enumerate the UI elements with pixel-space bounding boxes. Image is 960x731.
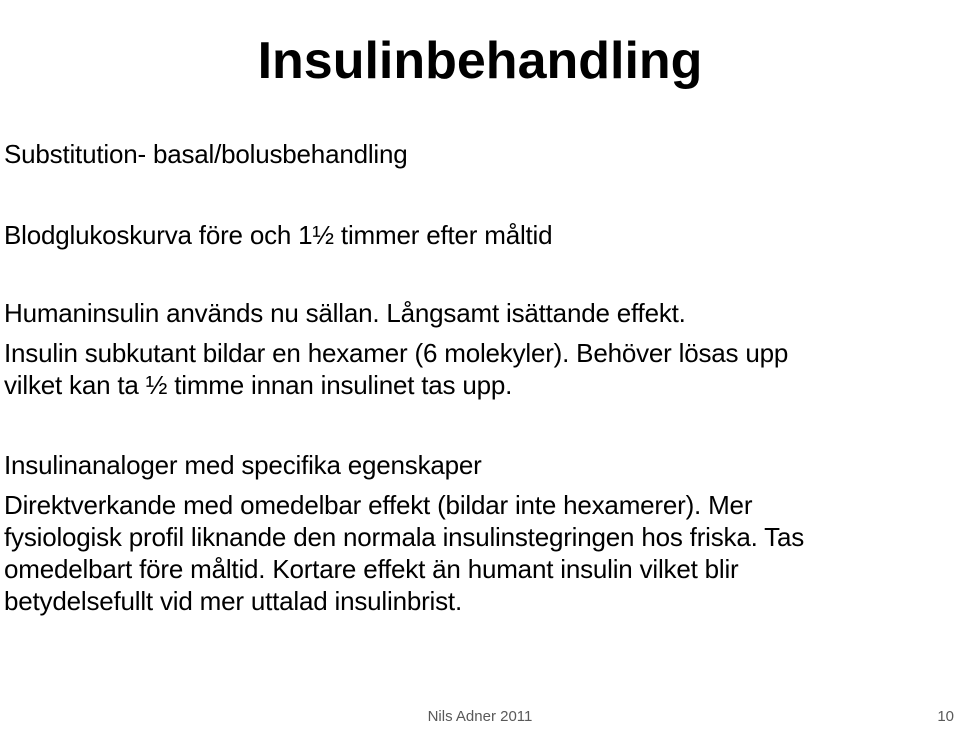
bullet-line: Substitution- basal/bolusbehandling [4,139,408,169]
bullet-line: Insulin subkutant bildar en hexamer (6 molekyler). Behöver lösas upp [4,338,789,368]
bullet-line: omedelbart före måltid. Kortare effekt än humant insulin vilket blir [4,554,739,584]
bullet-line: fysiologisk profil liknande den normala insulinstegringen hos friska. Tas [4,522,805,552]
bullet-line: betydelsefullt vid mer uttalad insulinbrist. [4,586,462,616]
slide-title: Insulinbehandling [257,31,703,90]
slide-number: 10 [937,708,954,725]
bullet-line: Blodglukoskurva före och 1½ timmer efter måltid [4,220,553,250]
bullet-line: Insulinanaloger med specifika egenskaper [4,450,482,480]
footer-author: Nils Adner 2011 [427,708,533,725]
bullet-line: Direktverkande med omedelbar effekt (bildar inte hexamerer). Mer [4,490,753,520]
bullet-line: Humaninsulin används nu sällan. Långsamt isättande effekt. [4,298,686,328]
bullet-line: vilket kan ta ½ timme innan insulinet tas upp. [4,370,513,400]
